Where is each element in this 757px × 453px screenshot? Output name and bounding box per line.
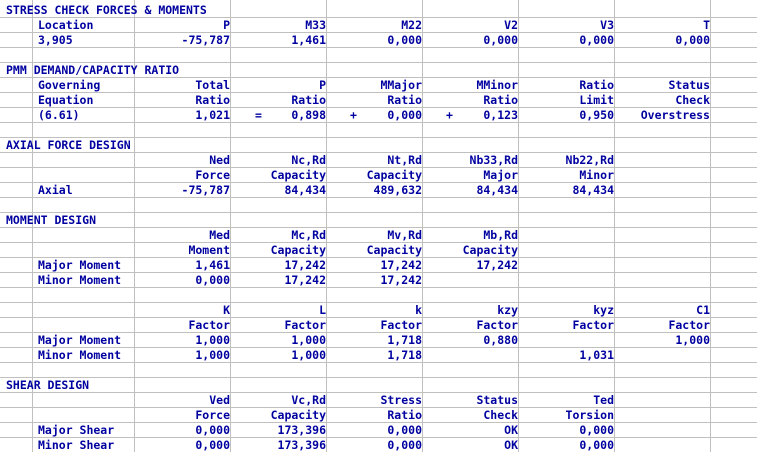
pmm-header-total-ratio: Ratio [195, 93, 230, 107]
value-location: 3,905 [38, 33, 73, 47]
factor-header-kyz: kyz [593, 303, 614, 317]
factor-major-kzy: 0,880 [483, 333, 518, 347]
pmm-header-status: Status [668, 78, 710, 92]
shear-header-stress: Stress [380, 393, 422, 407]
pmm-value-mmajor-ratio: 0,000 [387, 108, 422, 122]
axial-header-major: Major [483, 168, 518, 182]
section-title-stress-check: STRESS CHECK FORCES & MOMENTS [6, 3, 207, 17]
axial-value-nb22rd: 84,434 [572, 183, 614, 197]
shear-header-torsion: Torsion [565, 408, 614, 422]
axial-header-force: Force [195, 168, 230, 182]
shear-header-ted: Ted [593, 393, 614, 407]
moment-major-mbrd: 17,242 [476, 258, 518, 272]
moment-minor-mvrd: 17,242 [380, 273, 422, 287]
shear-major-ved: 0,000 [195, 423, 230, 437]
moment-header-moment: Moment [188, 243, 230, 257]
factor-header-factor-3: Factor [380, 318, 422, 332]
shear-major-status: OK [504, 423, 518, 437]
shear-header-ratio: Ratio [387, 408, 422, 422]
header-p: P [223, 18, 230, 32]
value-m22: 0,000 [387, 33, 422, 47]
shear-header-capacity: Capacity [270, 408, 326, 422]
axial-header-nb22rd: Nb22,Rd [565, 153, 614, 167]
factor-major-c1: 1,000 [675, 333, 710, 347]
header-location: Location [38, 18, 94, 32]
axial-row-label: Axial [38, 183, 73, 197]
section-title-axial: AXIAL FORCE DESIGN [6, 138, 131, 152]
axial-header-capacity-c: Capacity [270, 168, 326, 182]
factor-minor-k-upper: 1,000 [195, 348, 230, 362]
pmm-header-ratio: Ratio [579, 78, 614, 92]
header-t: T [703, 18, 710, 32]
pmm-header-total: Total [195, 78, 230, 92]
axial-header-ned: Ned [209, 153, 230, 167]
axial-header-nb33rd: Nb33,Rd [469, 153, 518, 167]
factor-header-factor-1: Factor [188, 318, 230, 332]
pmm-value-total-ratio: 1,021 [195, 108, 230, 122]
pmm-header-p-ratio: Ratio [291, 93, 326, 107]
header-m22: M22 [401, 18, 422, 32]
shear-header-check: Check [483, 408, 518, 422]
header-m33: M33 [305, 18, 326, 32]
shear-minor-status: OK [504, 438, 518, 452]
shear-major-vcrd: 173,396 [277, 423, 326, 437]
moment-minor-med: 0,000 [195, 273, 230, 287]
pmm-header-p: P [319, 78, 326, 92]
factor-major-k-lower: 1,718 [387, 333, 422, 347]
shear-header-force: Force [195, 408, 230, 422]
pmm-value-equation: (6.61) [38, 108, 80, 122]
factor-header-factor-2: Factor [284, 318, 326, 332]
axial-value-ntrd: 489,632 [373, 183, 422, 197]
axial-header-ntrd: Nt,Rd [387, 153, 422, 167]
section-title-shear: SHEAR DESIGN [6, 378, 90, 392]
factor-header-c1: C1 [696, 303, 710, 317]
value-t: 0,000 [675, 33, 710, 47]
section-title-moment: MOMENT DESIGN [6, 213, 97, 227]
shear-minor-vcrd: 173,396 [277, 438, 326, 452]
pmm-header-equation: Equation [38, 93, 94, 107]
shear-row-label-major: Major Shear [38, 423, 115, 437]
pmm-header-check: Check [675, 93, 710, 107]
shear-major-stress-ratio: 0,000 [387, 423, 422, 437]
factor-header-k-lower: k [415, 303, 422, 317]
value-v2: 0,000 [483, 33, 518, 47]
header-v2: V2 [504, 18, 518, 32]
shear-minor-stress-ratio: 0,000 [387, 438, 422, 452]
pmm-header-mminor-ratio: Ratio [483, 93, 518, 107]
shear-minor-ved: 0,000 [195, 438, 230, 452]
pmm-header-mmajor-ratio: Ratio [387, 93, 422, 107]
factor-major-k-upper: 1,000 [195, 333, 230, 347]
pmm-header-governing: Governing [38, 78, 101, 92]
shear-minor-ted: 0,000 [579, 438, 614, 452]
moment-header-mcrd: Mc,Rd [291, 228, 326, 242]
shear-header-ved: Ved [209, 393, 230, 407]
moment-header-capacity-v: Capacity [366, 243, 422, 257]
pmm-value-p-ratio: 0,898 [291, 108, 326, 122]
pmm-value-ratio-limit: 0,950 [579, 108, 614, 122]
pmm-value-status: Overstress [640, 108, 710, 122]
factor-minor-k-lower: 1,718 [387, 348, 422, 362]
shear-row-label-minor: Minor Shear [38, 438, 115, 452]
header-v3: V3 [600, 18, 614, 32]
pmm-header-limit: Limit [579, 93, 614, 107]
moment-minor-mcrd: 17,242 [284, 273, 326, 287]
value-p: -75,787 [181, 33, 230, 47]
factor-row-label-major: Major Moment [38, 333, 122, 347]
factor-header-factor-5: Factor [572, 318, 614, 332]
value-m33: 1,461 [291, 33, 326, 47]
moment-major-med: 1,461 [195, 258, 230, 272]
factor-major-l: 1,000 [291, 333, 326, 347]
pmm-value-mminor-ratio: 0,123 [483, 108, 518, 122]
shear-major-ted: 0,000 [579, 423, 614, 437]
pmm-header-mmajor: MMajor [380, 78, 422, 92]
factor-header-factor-6: Factor [668, 318, 710, 332]
pmm-header-mminor: MMinor [476, 78, 518, 92]
factor-header-kzy: kzy [497, 303, 518, 317]
moment-row-label-major: Major Moment [38, 258, 122, 272]
pmm-plus-sign-2: + [446, 108, 453, 122]
factor-header-factor-4: Factor [476, 318, 518, 332]
shear-header-status: Status [476, 393, 518, 407]
moment-major-mcrd: 17,242 [284, 258, 326, 272]
shear-header-vcrd: Vc,Rd [291, 393, 326, 407]
axial-header-capacity-t: Capacity [366, 168, 422, 182]
factor-minor-l: 1,000 [291, 348, 326, 362]
factor-minor-kyz: 1,031 [579, 348, 614, 362]
axial-header-ncrd: Nc,Rd [291, 153, 326, 167]
moment-header-mvrd: Mv,Rd [387, 228, 422, 242]
factor-header-l: L [319, 303, 326, 317]
moment-major-mvrd: 17,242 [380, 258, 422, 272]
axial-value-nb33rd: 84,434 [476, 183, 518, 197]
value-v3: 0,000 [579, 33, 614, 47]
axial-value-ncrd: 84,434 [284, 183, 326, 197]
axial-value-ned: -75,787 [181, 183, 230, 197]
section-title-pmm: PMM DEMAND/CAPACITY RATIO [6, 63, 180, 77]
moment-row-label-minor: Minor Moment [38, 273, 122, 287]
pmm-equals-sign: = [255, 108, 262, 122]
factor-row-label-minor: Minor Moment [38, 348, 122, 362]
moment-header-med: Med [209, 228, 230, 242]
moment-header-mbrd: Mb,Rd [483, 228, 518, 242]
factor-header-k-upper: K [223, 303, 230, 317]
moment-header-capacity-b: Capacity [462, 243, 518, 257]
moment-header-capacity-c: Capacity [270, 243, 326, 257]
axial-header-minor: Minor [579, 168, 614, 182]
pmm-plus-sign-1: + [350, 108, 357, 122]
